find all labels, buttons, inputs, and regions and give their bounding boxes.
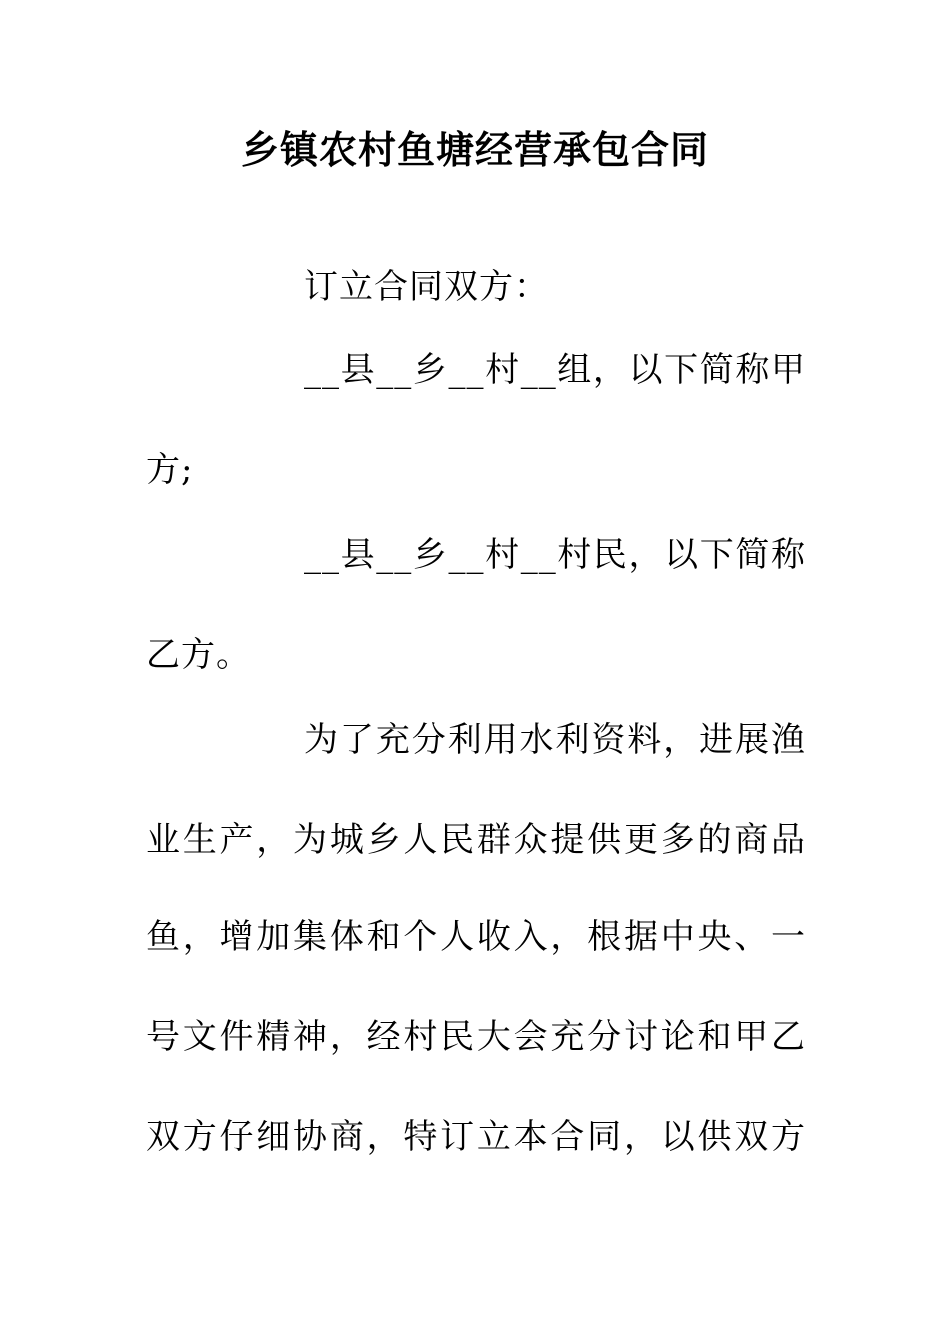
text-line-purpose-4: 号文件精神，经村民大会充分讨论和甲乙	[146, 1017, 806, 1057]
text-line-party-a-cont: 方;	[146, 450, 194, 490]
document-title: 乡镇农村鱼塘经营承包合同	[240, 128, 709, 172]
text-line-party-a: __县__乡__村__组，以下简称甲	[304, 350, 806, 390]
text-line-purpose-3: 鱼，增加集体和个人收入，根据中央、一	[146, 917, 806, 957]
text-line-purpose-1: 为了充分利用水利资料，进展渔	[304, 720, 806, 760]
text-line-parties-heading: 订立合同双方：	[304, 267, 549, 307]
text-line-party-b-cont: 乙方。	[146, 635, 251, 675]
text-line-purpose-5: 双方仔细协商，特订立本合同，以供双方	[146, 1117, 806, 1157]
text-line-party-b: __县__乡__村__村民，以下简称	[304, 535, 806, 575]
text-line-purpose-2: 业生产，为城乡人民群众提供更多的商品	[146, 820, 806, 860]
